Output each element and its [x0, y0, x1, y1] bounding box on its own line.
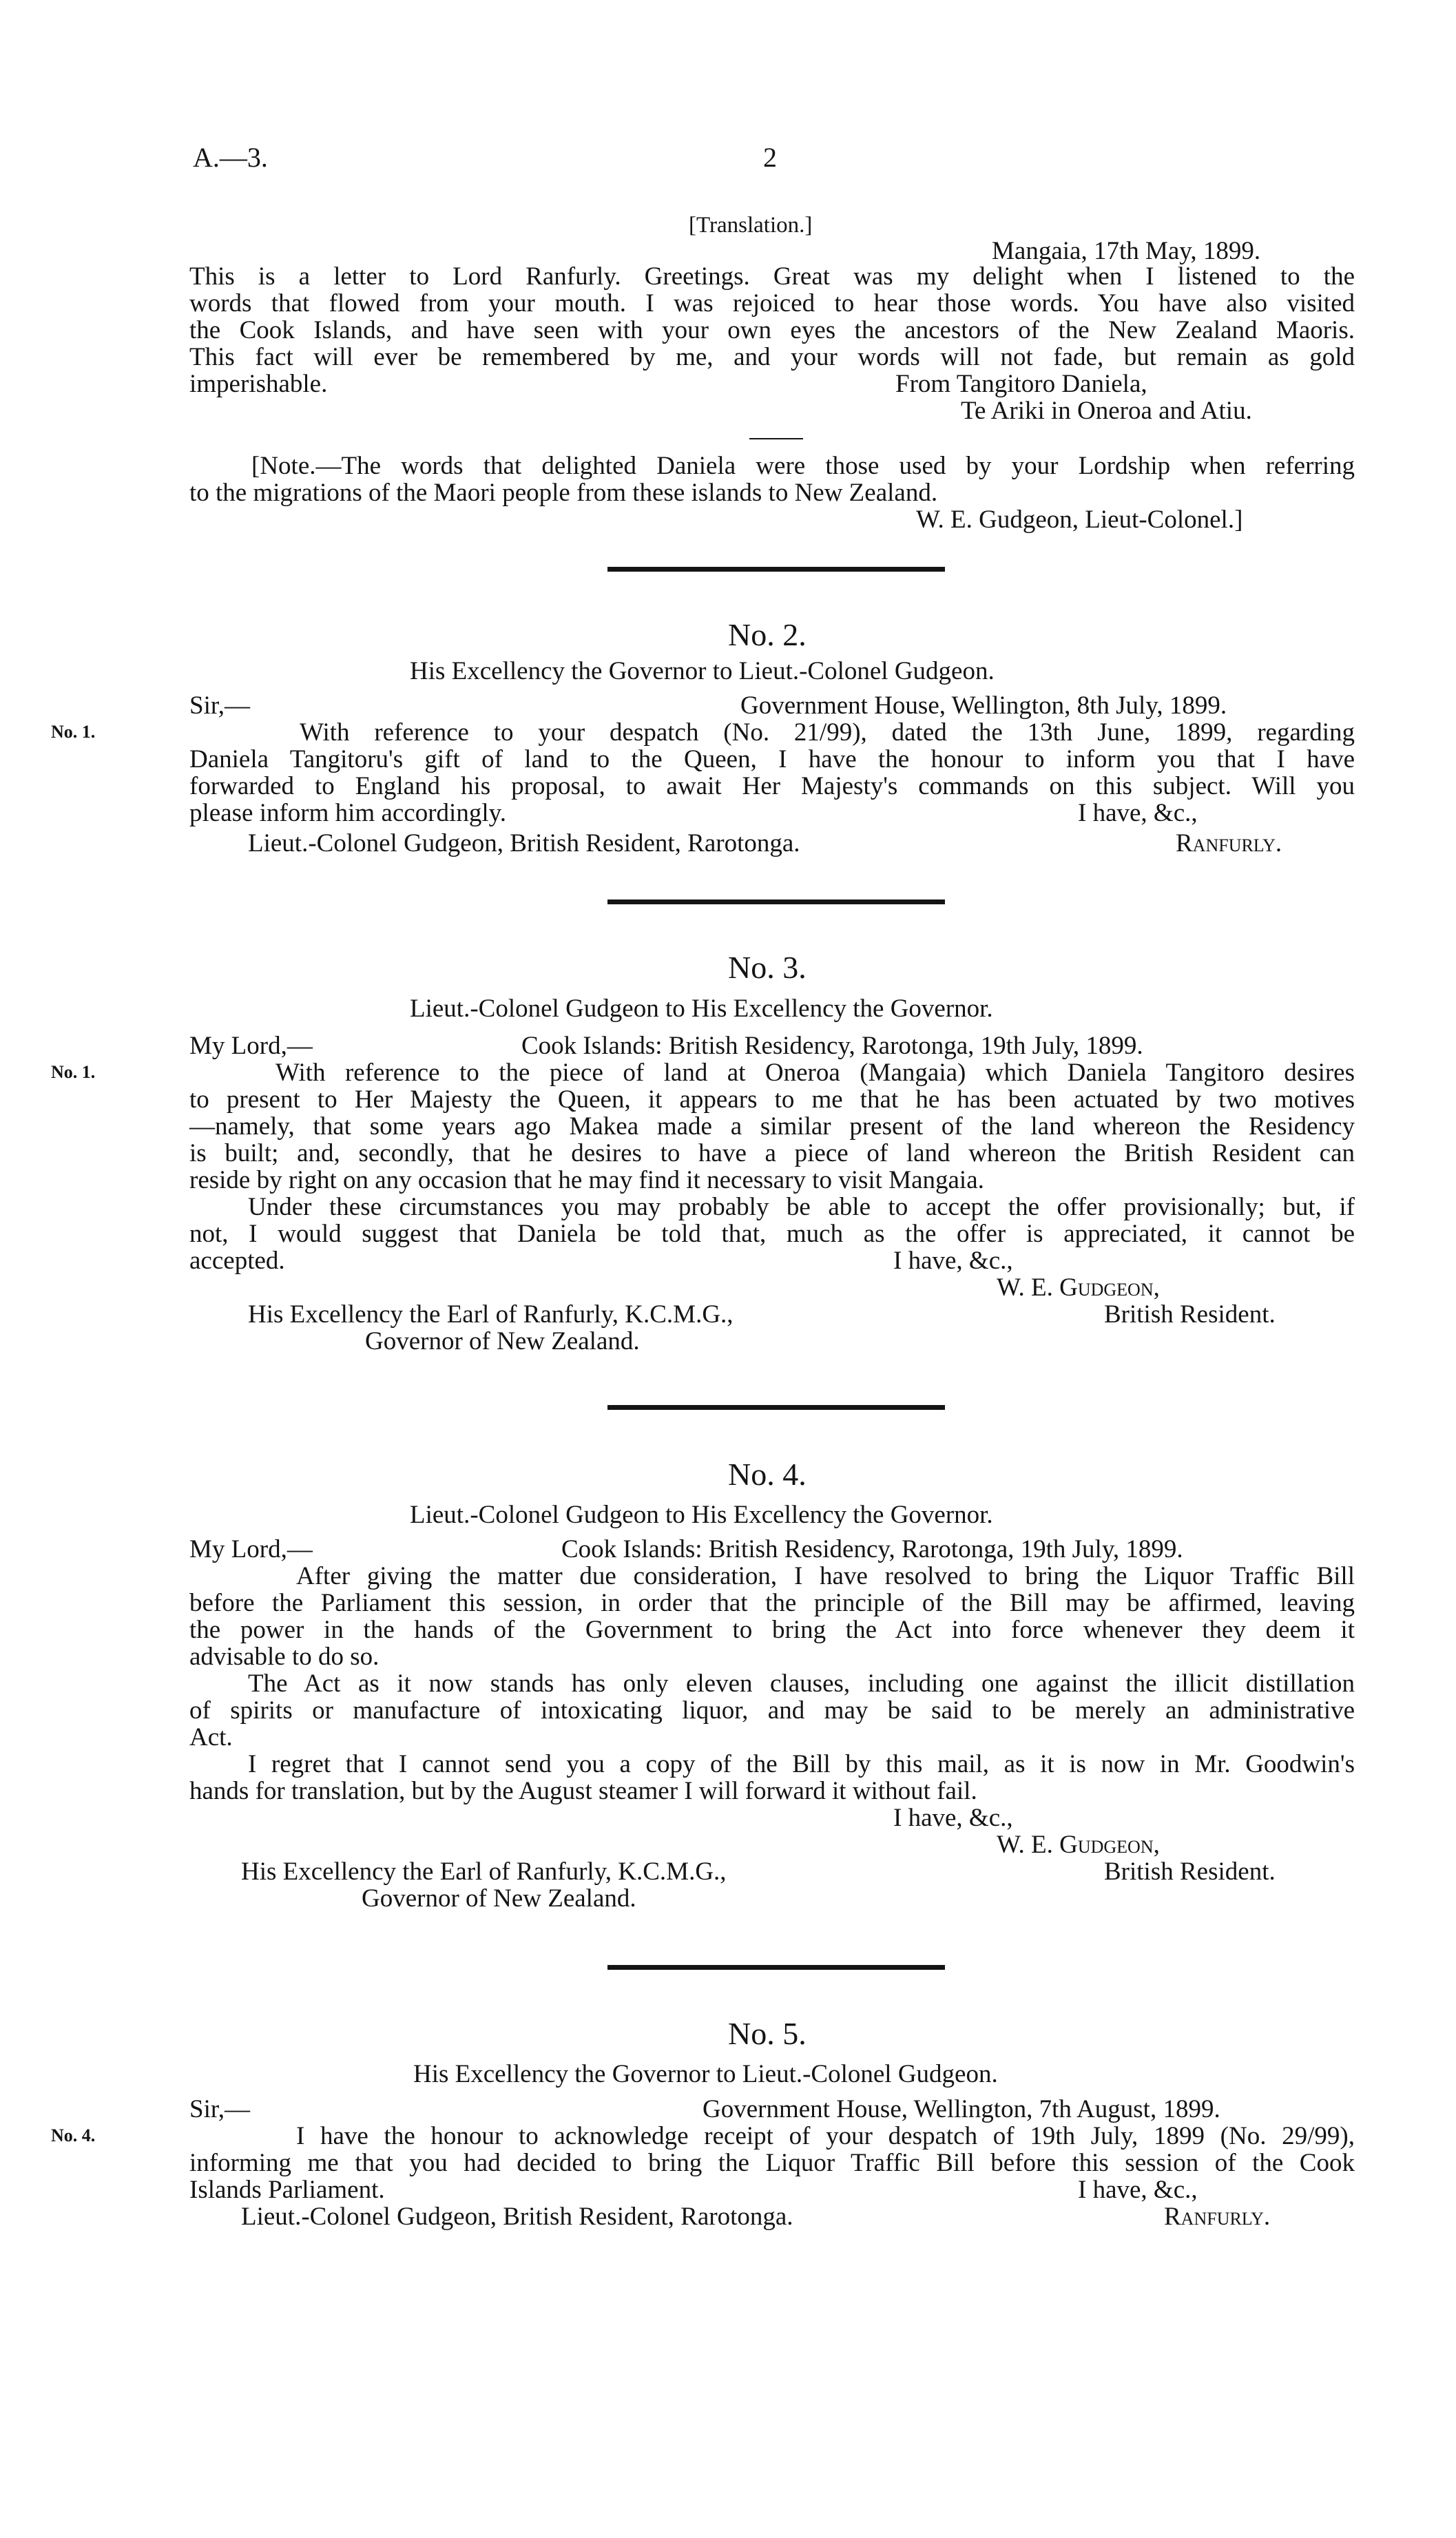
section-heading: No. 4.	[728, 1457, 807, 1492]
body-line: before the Parliament this session, in order that the principle of the Bill may be affirmed, leaving	[189, 1589, 1355, 1617]
section-divider	[607, 567, 945, 572]
note-line: [Note.—The words that delighted Daniela were those used by your Lordship when referring	[251, 452, 1355, 480]
body-line: of spirits or manufacture of intoxicating liquor, and may be said to be merely an administrative	[189, 1696, 1355, 1725]
page-number: 2	[763, 142, 777, 173]
salutation: Sir,—	[189, 691, 250, 720]
body-line: After giving the matter due consideration, I have resolved to bring the Liquor Traffic Bill	[296, 1562, 1355, 1590]
translation-line: imperishable.	[189, 370, 328, 398]
addressee: Lieut.-Colonel Gudgeon, British Resident, Rarotonga.	[248, 829, 800, 857]
addressee: His Excellency the Earl of Ranfurly, K.C.M.G.,	[248, 1300, 734, 1329]
salutation: My Lord,—	[189, 1032, 313, 1060]
body-line: The Act as it now stands has only eleven clauses, including one against the illicit distillation	[248, 1670, 1355, 1698]
body-line: —namely, that some years ago Makea made a similar present of the land whereon the Residency	[189, 1112, 1355, 1141]
translation-line: words that flowed from your mouth. I was rejoiced to hear those words. You have also visited	[189, 289, 1355, 318]
section-subtitle: Lieut.-Colonel Gudgeon to His Excellency the Governor.	[410, 1501, 993, 1529]
translation-from-title: Te Ariki in Oneroa and Atiu.	[961, 397, 1252, 425]
translation-from: From Tangitoro Daniela,	[895, 370, 1147, 398]
closing: I have, &c.,	[893, 1804, 1013, 1832]
document-ref: A.—3.	[193, 142, 268, 173]
addressee: Governor of New Zealand.	[362, 1884, 636, 1913]
place-date: Government House, Wellington, 8th July, 1899.	[740, 691, 1227, 720]
body-line: reside by right on any occasion that he may find it necessary to visit Mangaia.	[189, 1166, 984, 1194]
signature-title: British Resident.	[1104, 1300, 1276, 1329]
body-line: informing me that you had decided to bring the Liquor Traffic Bill before this session of the Cook	[189, 2149, 1355, 2177]
body-line: Daniela Tangitoru's gift of land to the Queen, I have the honour to inform you that I have	[189, 745, 1355, 773]
translation-line: the Cook Islands, and have seen with your own eyes the ancestors of the New Zealand Maoris.	[189, 316, 1355, 344]
body-line: Act.	[189, 1723, 233, 1751]
signature: W. E. Gudgeon,	[997, 1831, 1160, 1859]
body-line: With reference to the piece of land at Oneroa (Mangaia) which Daniela Tangitoro desires	[275, 1059, 1355, 1087]
addressee: His Excellency the Earl of Ranfurly, K.C.M.G.,	[241, 1858, 727, 1886]
margin-reference: No. 1.	[51, 722, 96, 742]
body-line: advisable to do so.	[189, 1643, 379, 1671]
addressee: Lieut.-Colonel Gudgeon, British Resident, Rarotonga.	[241, 2203, 793, 2231]
closing: I have, &c.,	[1078, 2176, 1198, 2204]
margin-reference: No. 4.	[51, 2125, 96, 2145]
section-divider	[607, 1405, 945, 1410]
section-subtitle: His Excellency the Governor to Lieut.-Colonel Gudgeon.	[413, 2060, 998, 2088]
place-date: Cook Islands: British Residency, Rarotonga, 19th July, 1899.	[561, 1535, 1183, 1563]
closing: I have, &c.,	[893, 1247, 1013, 1275]
body-line: accepted.	[189, 1247, 285, 1275]
note-line: to the migrations of the Maori people from these islands to New Zealand.	[189, 479, 938, 507]
section-subtitle: Lieut.-Colonel Gudgeon to His Excellency the Governor.	[410, 995, 993, 1023]
body-line: Under these circumstances you may probably be able to accept the offer provisionally; but, if	[248, 1193, 1355, 1221]
salutation: My Lord,—	[189, 1535, 313, 1563]
signature: W. E. Gudgeon,	[997, 1273, 1160, 1302]
body-line: I regret that I cannot send you a copy of the Bill by this mail, as it is now in Mr. Goodwin's	[248, 1750, 1355, 1778]
signature: Ranfurly.	[1176, 829, 1282, 857]
section-heading: No. 5.	[728, 2016, 807, 2051]
section-heading: No. 2.	[728, 617, 807, 652]
body-line: forwarded to England his proposal, to await Her Majesty's commands on this subject. Will you	[189, 772, 1355, 800]
body-line: please inform him accordingly.	[189, 799, 506, 827]
addressee: Governor of New Zealand.	[365, 1327, 640, 1355]
body-line: I have the honour to acknowledge receipt of your despatch of 19th July, 1899 (No. 29/99),	[296, 2122, 1355, 2150]
body-line: hands for translation, but by the August steamer I will forward it without fail.	[189, 1777, 977, 1805]
signature-title: British Resident.	[1104, 1858, 1276, 1886]
section-subtitle: His Excellency the Governor to Lieut.-Colonel Gudgeon.	[410, 657, 995, 685]
section-heading: No. 3.	[728, 950, 807, 985]
closing: I have, &c.,	[1078, 799, 1198, 827]
translation-line: This fact will ever be remembered by me, and your words will not fade, but remain as gold	[189, 343, 1355, 371]
translation-line: This is a letter to Lord Ranfurly. Greetings. Great was my delight when I listened to the	[189, 262, 1355, 291]
translation-place-date: Mangaia, 17th May, 1899.	[992, 237, 1261, 265]
body-line: to present to Her Majesty the Queen, it appears to me that he has been actuated by two motives	[189, 1085, 1355, 1114]
note-signature: W. E. Gudgeon, Lieut-Colonel.]	[916, 506, 1243, 534]
body-line: the power in the hands of the Government to bring the Act into force whenever they deem it	[189, 1616, 1355, 1644]
section-divider	[607, 1965, 945, 1970]
body-line: is built; and, secondly, that he desires to have a piece of land whereon the British Resident can	[189, 1139, 1355, 1167]
body-line: not, I would suggest that Daniela be told that, much as the offer is appreciated, it cannot be	[189, 1220, 1355, 1248]
place-date: Cook Islands: British Residency, Rarotonga, 19th July, 1899.	[521, 1032, 1143, 1060]
translation-label: [Translation.]	[689, 213, 813, 238]
place-date: Government House, Wellington, 7th August, 1899.	[703, 2095, 1220, 2123]
margin-reference: No. 1.	[51, 1062, 96, 1082]
section-divider-short	[749, 438, 803, 439]
salutation: Sir,—	[189, 2095, 250, 2123]
section-divider	[607, 899, 945, 904]
body-line: Islands Parliament.	[189, 2176, 385, 2204]
body-line: With reference to your despatch (No. 21/99), dated the 13th June, 1899, regarding	[300, 718, 1355, 747]
signature: Ranfurly.	[1164, 2203, 1271, 2231]
